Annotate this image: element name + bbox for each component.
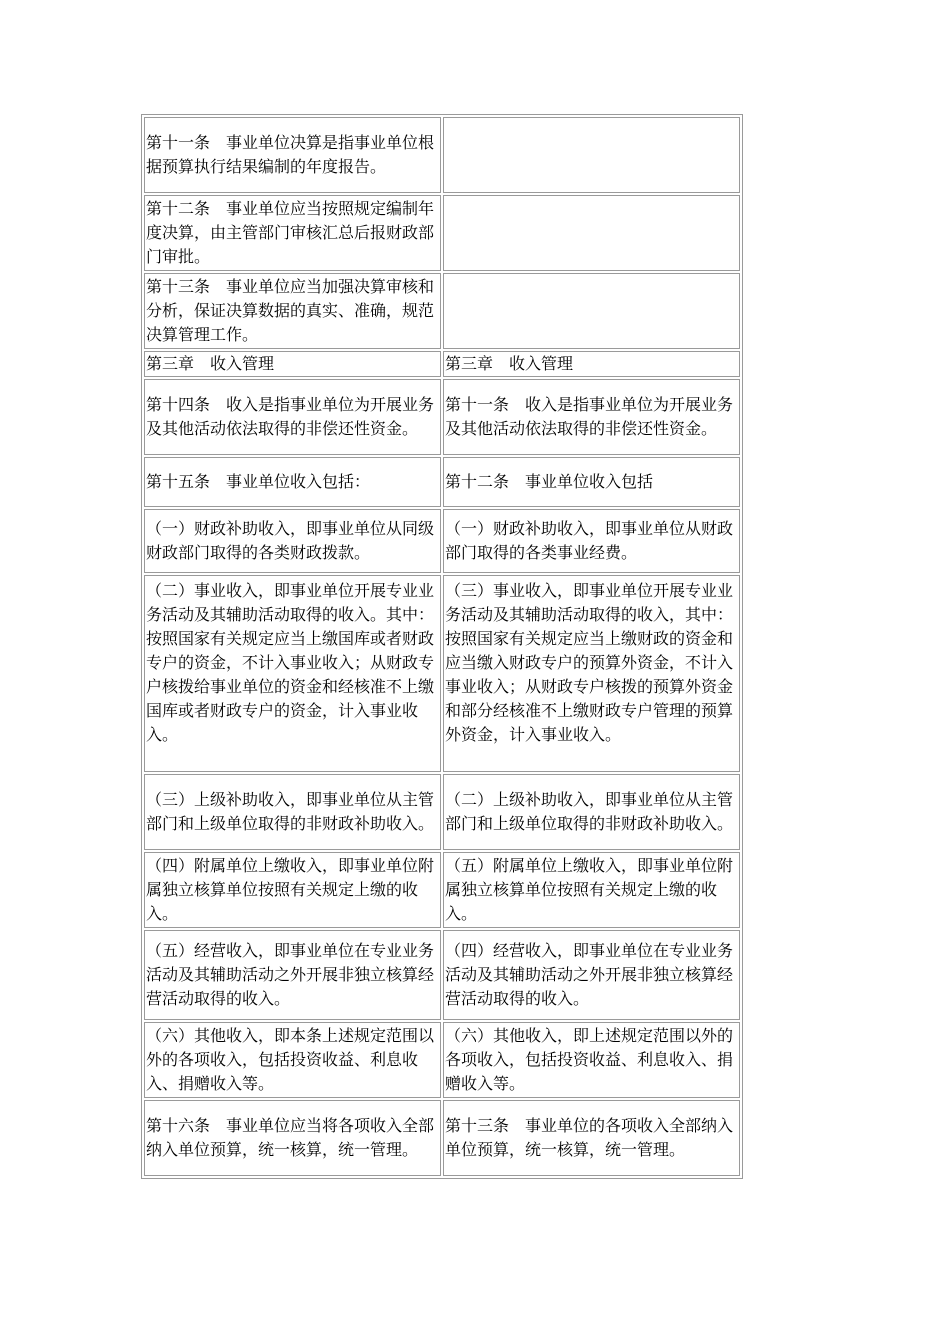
- old-article-cell: [443, 195, 740, 271]
- old-article-cell: （一）财政补助收入，即事业单位从财政部门取得的各类事业经费。: [443, 509, 740, 573]
- old-article-cell: [443, 273, 740, 349]
- new-article-cell: （二）事业收入，即事业单位开展专业业务活动及其辅助活动取得的收入。其中：按照国家有关规定应当上缴国库或者财政专户的资金，不计入事业收入；从财政专户核拨给事业单位的资金和经核准不上缴国库或者财政专户的资金，计入事业收入。: [144, 575, 441, 772]
- old-article-cell: （二）上级补助收入，即事业单位从主管部门和上级单位取得的非财政补助收入。: [443, 774, 740, 850]
- table-row: [144, 1022, 740, 1098]
- new-article-cell: （六）其他收入，即本条上述规定范围以外的各项收入，包括投资收益、利息收入、捐赠收入等。: [144, 1022, 441, 1098]
- table-row: [144, 774, 740, 850]
- new-article-cell: 第十五条 事业单位收入包括：: [144, 457, 441, 507]
- old-article-cell: （五）附属单位上缴收入，即事业单位附属独立核算单位按照有关规定上缴的收入。: [443, 852, 740, 928]
- old-article-cell: [443, 117, 740, 193]
- table-row: [144, 1100, 740, 1176]
- old-article-cell: 第十二条 事业单位收入包括: [443, 457, 740, 507]
- new-article-cell: 第十三条 事业单位应当加强决算审核和分析，保证决算数据的真实、准确，规范决算管理工作。: [144, 273, 441, 349]
- table-row: [144, 930, 740, 1020]
- old-article-cell: （四）经营收入，即事业单位在专业业务活动及其辅助活动之外开展非独立核算经营活动取得的收入。: [443, 930, 740, 1020]
- new-article-cell: （一）财政补助收入，即事业单位从同级财政部门取得的各类财政拨款。: [144, 509, 441, 573]
- table-row: [144, 273, 740, 349]
- table-row: [144, 351, 740, 377]
- chapter-heading-old: 第三章 收入管理: [443, 351, 740, 377]
- new-article-cell: （五）经营收入，即事业单位在专业业务活动及其辅助活动之外开展非独立核算经营活动取得的收入。: [144, 930, 441, 1020]
- old-article-cell: （三）事业收入，即事业单位开展专业业务活动及其辅助活动取得的收入，其中：按照国家有关规定应当上缴财政的资金和应当缴入财政专户的预算外资金，不计入事业收入；从财政专户核拨的预算外资金和部分经核准不上缴财政专户管理的预算外资金，计入事业收入。: [443, 575, 740, 772]
- table-row: [144, 852, 740, 928]
- new-article-cell: 第十四条 收入是指事业单位为开展业务及其他活动依法取得的非偿还性资金。: [144, 379, 441, 455]
- comparison-table: [141, 114, 743, 1179]
- old-article-cell: 第十一条 收入是指事业单位为开展业务及其他活动依法取得的非偿还性资金。: [443, 379, 740, 455]
- table-row: [144, 457, 740, 507]
- table-row: [144, 575, 740, 772]
- table-row: [144, 195, 740, 271]
- chapter-heading-new: 第三章 收入管理: [144, 351, 441, 377]
- new-article-cell: 第十二条 事业单位应当按照规定编制年度决算，由主管部门审核汇总后报财政部门审批。: [144, 195, 441, 271]
- new-article-cell: （四）附属单位上缴收入，即事业单位附属独立核算单位按照有关规定上缴的收入。: [144, 852, 441, 928]
- new-article-cell: （三）上级补助收入，即事业单位从主管部门和上级单位取得的非财政补助收入。: [144, 774, 441, 850]
- old-article-cell: （六）其他收入，即上述规定范围以外的各项收入，包括投资收益、利息收入、捐赠收入等。: [443, 1022, 740, 1098]
- table-row: [144, 117, 740, 193]
- new-article-cell: 第十六条 事业单位应当将各项收入全部纳入单位预算，统一核算，统一管理。: [144, 1100, 441, 1176]
- old-article-cell: 第十三条 事业单位的各项收入全部纳入单位预算，统一核算，统一管理。: [443, 1100, 740, 1176]
- table-row: [144, 379, 740, 455]
- new-article-cell: 第十一条 事业单位决算是指事业单位根据预算执行结果编制的年度报告。: [144, 117, 441, 193]
- table-row: [144, 509, 740, 573]
